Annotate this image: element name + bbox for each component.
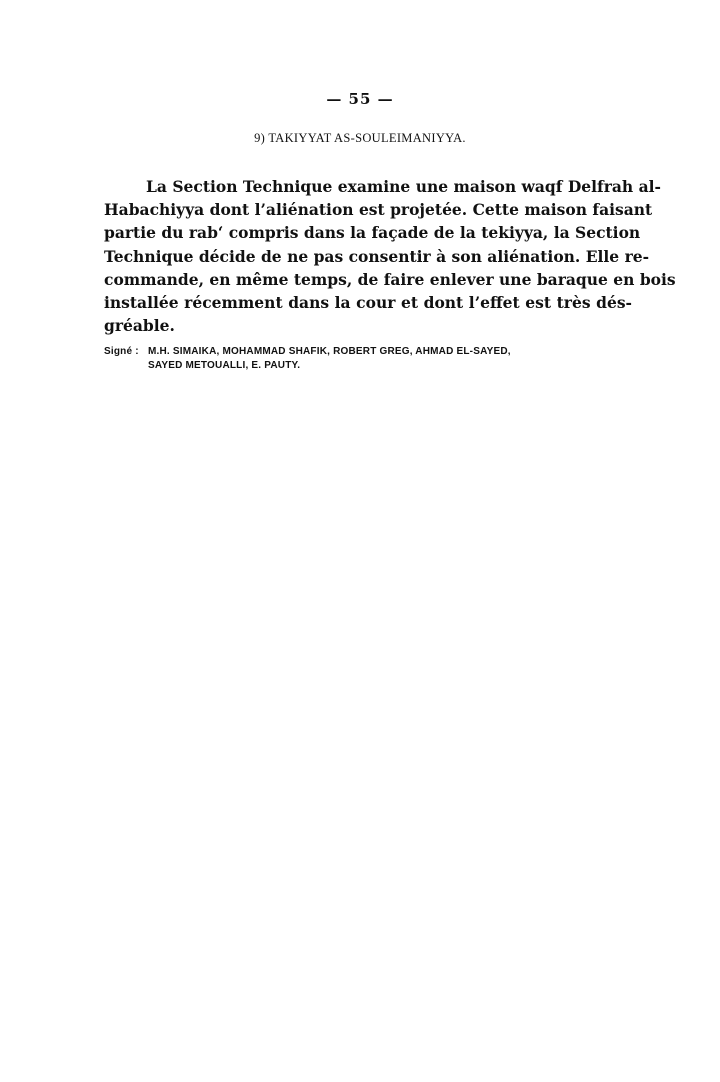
paragraph-line: Habachiyya dont l’aliénation est projetée. Cette maison faisant <box>104 200 653 220</box>
signature-names-line2: SAYED METOUALLI, E. PAUTY. <box>148 360 301 371</box>
signature-label: Signé : <box>104 346 139 357</box>
signature-block <box>104 345 644 373</box>
paragraph-line: gréable. <box>104 316 175 336</box>
paragraph-line: commande, en même temps, de faire enlever une baraque en bois <box>104 269 676 289</box>
section-heading: 9) TAKIYYAT AS-SOULEIMANIYYA. <box>254 131 466 145</box>
paragraph-line: La Section Technique examine une maison waqf Delfrah al- <box>146 177 661 196</box>
paragraph-line: partie du rab‘ compris dans la façade de la tekiyya, la Section <box>104 223 641 243</box>
paragraph-line: installée récemment dans la cour et dont l’effet est très dés- <box>104 293 632 313</box>
body-paragraph <box>104 175 676 337</box>
page-number: — 55 — <box>326 90 394 108</box>
paragraph-line: Technique décide de ne pas consentir à son aliénation. Elle re- <box>104 246 650 266</box>
signature-names-line1: M.H. SIMAIKA, MOHAMMAD SHAFIK, ROBERT GREG, AHMAD EL-SAYED, <box>148 346 511 357</box>
